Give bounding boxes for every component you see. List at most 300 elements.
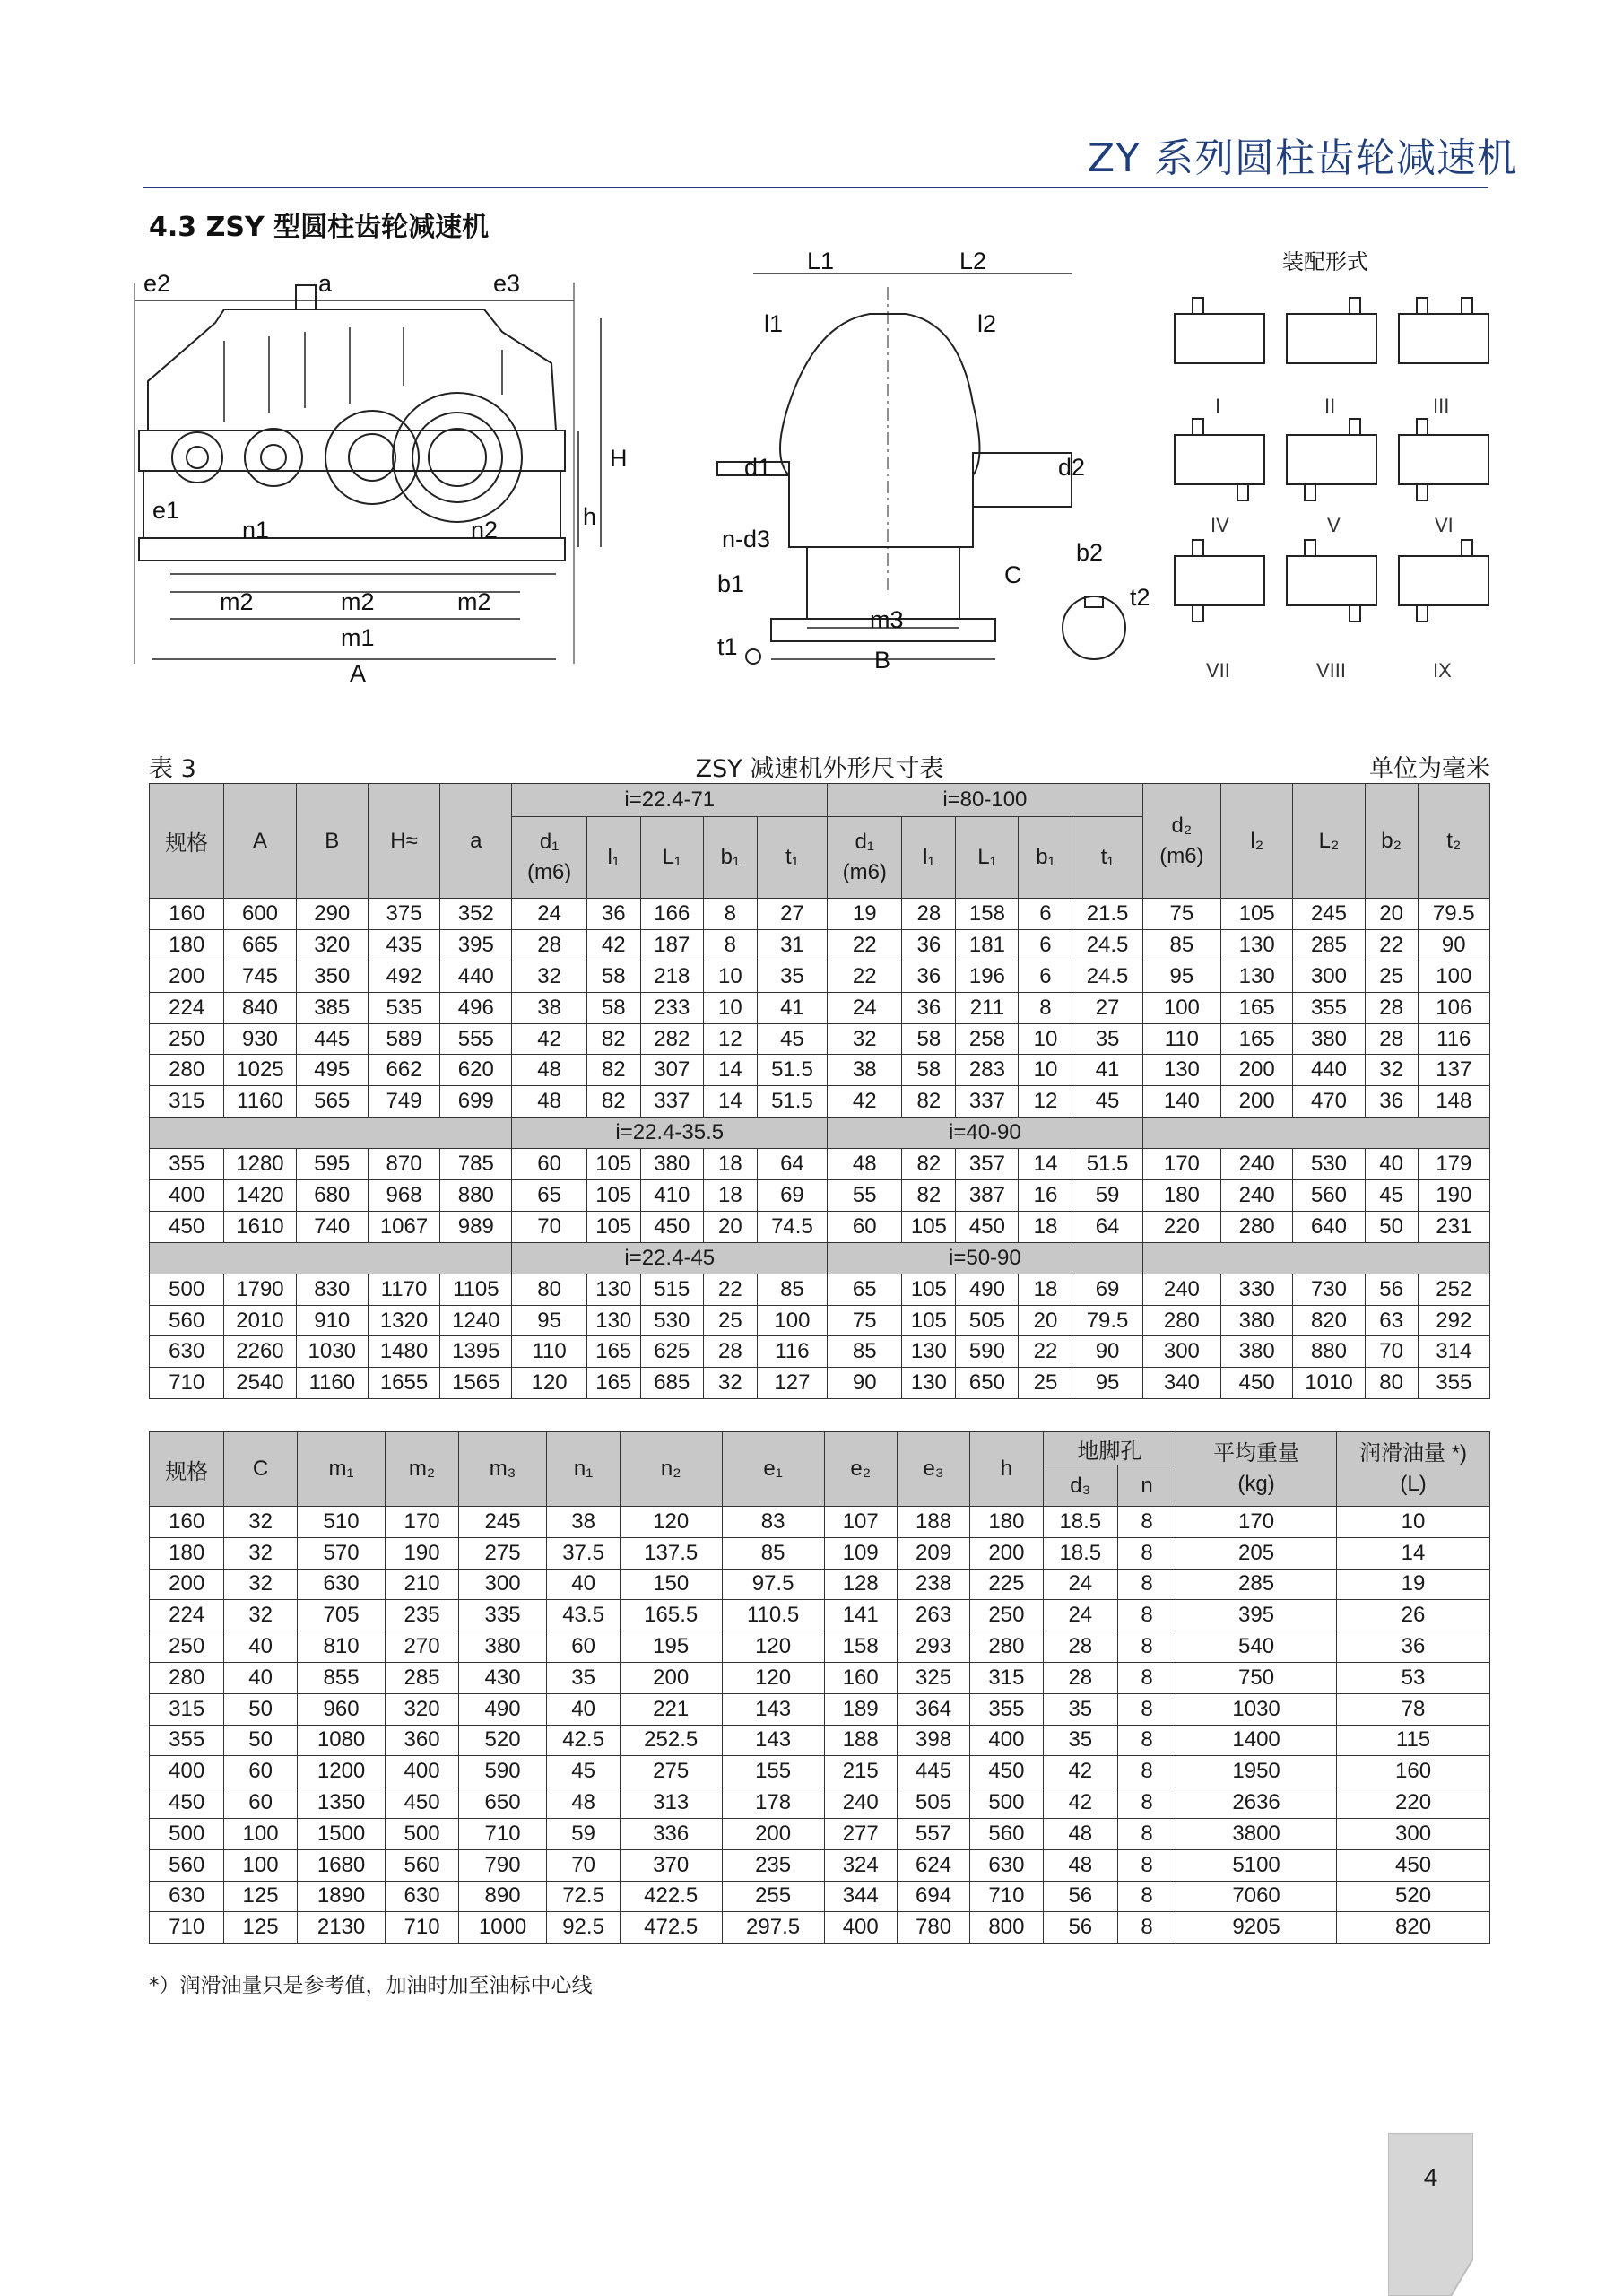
table-cell: 630 — [150, 1881, 224, 1912]
label-e3: e3 — [493, 270, 521, 297]
table-cell: 38 — [828, 1055, 902, 1086]
col2-n1: n₁ — [547, 1432, 620, 1507]
table-cell: 188 — [824, 1725, 897, 1756]
table-cell: 650 — [458, 1787, 547, 1819]
table-cell: 190 — [386, 1537, 458, 1569]
table-row — [150, 1118, 1490, 1149]
table-cell: 130 — [586, 1305, 640, 1336]
label-m2-a: m2 — [220, 588, 254, 615]
label-C: C — [1004, 561, 1022, 588]
table-cell: 422.5 — [620, 1881, 722, 1912]
table-cell: 450 — [956, 1211, 1019, 1242]
table-cell: 130 — [1221, 929, 1293, 961]
table-cell: 530 — [1293, 1149, 1365, 1180]
table-row — [150, 1600, 1490, 1631]
table-cell: 100 — [1418, 961, 1489, 992]
page-number: 4 — [1423, 2163, 1438, 2191]
table-cell: i=40-90 — [828, 1118, 1143, 1149]
label-e2: e2 — [143, 270, 171, 297]
table-row — [150, 1274, 1490, 1305]
table-cell: 64 — [1072, 1211, 1142, 1242]
table-cell: 35 — [1043, 1693, 1117, 1725]
table-cell: 24 — [512, 899, 586, 930]
table-cell: 570 — [297, 1537, 386, 1569]
roman-II: II — [1324, 395, 1336, 417]
table-cell: 314 — [1418, 1336, 1489, 1368]
col2-weight: 平均重量 (kg) — [1176, 1432, 1337, 1507]
table-cell: 510 — [297, 1507, 386, 1538]
label-a: a — [318, 270, 333, 297]
table-cell: 36 — [1365, 1086, 1418, 1118]
table-cell: 210 — [386, 1569, 458, 1600]
table-cell: 18 — [1019, 1274, 1072, 1305]
table-cell: 25 — [1365, 961, 1418, 992]
table-cell: 100 — [224, 1818, 297, 1849]
table-cell: 8 — [1118, 1881, 1176, 1912]
table-row — [150, 1881, 1490, 1912]
roman-III: III — [1433, 395, 1450, 417]
col2-m3: m₃ — [458, 1432, 547, 1507]
table-cell: 75 — [1142, 899, 1220, 930]
table-cell: 60 — [224, 1787, 297, 1819]
table-row — [150, 961, 1490, 992]
col-a: a — [440, 784, 512, 899]
table-cell: 3800 — [1176, 1818, 1337, 1849]
table-cell: 1170 — [368, 1274, 439, 1305]
table-cell: 450 — [640, 1211, 703, 1242]
table-cell: 500 — [150, 1274, 224, 1305]
table-cell: 41 — [1072, 1055, 1142, 1086]
table-cell: 340 — [1142, 1368, 1220, 1399]
col2-e1: e₁ — [722, 1432, 824, 1507]
table-cell: 56 — [1365, 1274, 1418, 1305]
table-cell: 200 — [150, 961, 224, 992]
table-cell: 45 — [1365, 1180, 1418, 1212]
table-cell: 749 — [368, 1086, 439, 1118]
document-header-title: ZY 系列圆柱齿轮减速机 — [1087, 135, 1517, 181]
table-cell: 70 — [512, 1211, 586, 1242]
table-cell: 1395 — [440, 1336, 512, 1368]
table-cell: 200 — [970, 1537, 1043, 1569]
table-cell: 18 — [1019, 1211, 1072, 1242]
table-cell: 82 — [902, 1149, 956, 1180]
table-row — [150, 992, 1490, 1023]
table-cell: 224 — [150, 992, 224, 1023]
col-l2: l₂ — [1221, 784, 1293, 899]
table-cell: 36 — [902, 961, 956, 992]
table-cell: 42 — [1043, 1787, 1117, 1819]
table-cell: 48 — [1043, 1818, 1117, 1849]
table-cell: 277 — [824, 1818, 897, 1849]
table-cell: 82 — [586, 1086, 640, 1118]
table-cell: 9205 — [1176, 1912, 1337, 1944]
label-b2: b2 — [1076, 539, 1104, 566]
table-cell: 440 — [440, 961, 512, 992]
table-cell: 250 — [150, 1631, 224, 1663]
table-cell: 195 — [620, 1631, 722, 1663]
table-cell: 355 — [150, 1149, 224, 1180]
table-cell: 45 — [1072, 1086, 1142, 1118]
table-cell: 40 — [1365, 1149, 1418, 1180]
table-cell: 100 — [1142, 992, 1220, 1023]
table-cell: 840 — [224, 992, 296, 1023]
table-cell: 24 — [1043, 1600, 1117, 1631]
table-cell: 28 — [1365, 1023, 1418, 1055]
table-row — [150, 1537, 1490, 1569]
table-cell: 181 — [956, 929, 1019, 961]
label-n1: n1 — [242, 517, 270, 544]
table-cell: 106 — [1418, 992, 1489, 1023]
table-cell: 200 — [620, 1662, 722, 1693]
table-cell: 6 — [1019, 899, 1072, 930]
table-cell: i=22.4-45 — [512, 1242, 828, 1274]
table-cell: 224 — [150, 1600, 224, 1631]
table-cell: 12 — [703, 1023, 757, 1055]
table-cell: 380 — [458, 1631, 547, 1663]
table-cell: 2540 — [224, 1368, 296, 1399]
table-row — [150, 1305, 1490, 1336]
table-cell: i=22.4-35.5 — [512, 1118, 828, 1149]
table-cell: 8 — [1118, 1631, 1176, 1663]
table-cell: 128 — [824, 1569, 897, 1600]
table-row — [150, 1756, 1490, 1787]
table-cell: 8 — [1118, 1725, 1176, 1756]
label-e1: e1 — [152, 497, 180, 524]
table-cell: 28 — [703, 1336, 757, 1368]
table-cell: 19 — [1337, 1569, 1490, 1600]
table-cell: 36 — [1337, 1631, 1490, 1663]
table-cell: 109 — [824, 1537, 897, 1569]
table-cell: 430 — [458, 1662, 547, 1693]
table-cell: 130 — [1142, 1055, 1220, 1086]
table-cell: 435 — [368, 929, 439, 961]
table-cell: 165 — [1221, 1023, 1293, 1055]
table-cell: 930 — [224, 1023, 296, 1055]
table-row — [150, 1569, 1490, 1600]
col-t1-b: t₁ — [1072, 817, 1142, 899]
table-cell: 14 — [1337, 1537, 1490, 1569]
table-cell: 694 — [897, 1881, 969, 1912]
table-cell: 355 — [1418, 1368, 1489, 1399]
table-cell: 8 — [703, 899, 757, 930]
table-cell: 60 — [547, 1631, 620, 1663]
table-cell: 35 — [1043, 1725, 1117, 1756]
table-cell: 120 — [512, 1368, 586, 1399]
table-cell: 32 — [224, 1569, 297, 1600]
table-cell: 38 — [512, 992, 586, 1023]
table-cell: 470 — [1293, 1086, 1365, 1118]
label-m3: m3 — [870, 606, 904, 633]
table-cell: 97.5 — [722, 1569, 824, 1600]
table-cell: 880 — [1293, 1336, 1365, 1368]
table-cell: 745 — [224, 961, 296, 992]
table-cell: 258 — [956, 1023, 1019, 1055]
table-cell: 32 — [224, 1600, 297, 1631]
table-cell: 32 — [703, 1368, 757, 1399]
table-cell: 8 — [703, 929, 757, 961]
table-cell: 130 — [902, 1336, 956, 1368]
table-cell: 105 — [902, 1274, 956, 1305]
table-cell: 565 — [296, 1086, 368, 1118]
table-cell: 380 — [1293, 1023, 1365, 1055]
label-L2: L2 — [959, 251, 987, 274]
table-cell: 32 — [512, 961, 586, 992]
table-cell: 116 — [1418, 1023, 1489, 1055]
table-cell — [1142, 1242, 1489, 1274]
label-n2: n2 — [471, 517, 499, 544]
table-cell: 105 — [902, 1305, 956, 1336]
table-cell: 160 — [150, 899, 224, 930]
table-cell: 400 — [824, 1912, 897, 1944]
table-cell: 70 — [1365, 1336, 1418, 1368]
table-cell: 293 — [897, 1631, 969, 1663]
table-cell: 5100 — [1176, 1849, 1337, 1881]
table-cell: 495 — [296, 1055, 368, 1086]
table-cell: 560 — [1293, 1180, 1365, 1212]
table-cell: 110 — [1142, 1023, 1220, 1055]
table-cell: 59 — [1072, 1180, 1142, 1212]
table-cell: 92.5 — [547, 1912, 620, 1944]
dimension-table-body — [150, 899, 1490, 1399]
table-cell: 160 — [1337, 1756, 1490, 1787]
table-cell: 560 — [386, 1849, 458, 1881]
col-l1-a: l₁ — [586, 817, 640, 899]
table-cell: 263 — [897, 1600, 969, 1631]
table-cell: 290 — [296, 899, 368, 930]
table-cell: 37.5 — [547, 1537, 620, 1569]
table-cell: 53 — [1337, 1662, 1490, 1693]
table-cell: 69 — [1072, 1274, 1142, 1305]
table-cell: 630 — [970, 1849, 1043, 1881]
table-row — [150, 1507, 1490, 1538]
label-L1: L1 — [807, 251, 835, 274]
table-cell: 165 — [1221, 992, 1293, 1023]
table-cell — [150, 1242, 512, 1274]
table-cell: 140 — [1142, 1086, 1220, 1118]
table3-unit: 单位为毫米 — [1369, 755, 1490, 783]
table-cell: 8 — [1118, 1693, 1176, 1725]
table-cell: 31 — [757, 929, 827, 961]
table-cell: 190 — [1418, 1180, 1489, 1212]
table-cell: 685 — [640, 1368, 703, 1399]
table-cell: 48 — [512, 1086, 586, 1118]
table-cell: 20 — [1365, 899, 1418, 930]
table-cell: 35 — [547, 1662, 620, 1693]
table-cell: 120 — [722, 1631, 824, 1663]
table-cell: 968 — [368, 1180, 439, 1212]
label-b1: b1 — [717, 570, 745, 597]
table-cell: 280 — [150, 1662, 224, 1693]
table-cell: 180 — [1142, 1180, 1220, 1212]
table-cell: 32 — [1365, 1055, 1418, 1086]
table-cell: 18 — [703, 1149, 757, 1180]
table-cell: 380 — [1221, 1336, 1293, 1368]
table-cell: 245 — [1293, 899, 1365, 930]
table-cell: 1200 — [297, 1756, 386, 1787]
table-cell: 1420 — [224, 1180, 296, 1212]
table-cell: 189 — [824, 1693, 897, 1725]
table-cell: 395 — [1176, 1600, 1337, 1631]
table-cell: 155 — [722, 1756, 824, 1787]
table-cell: 624 — [897, 1849, 969, 1881]
table-cell: 82 — [586, 1055, 640, 1086]
table-row — [150, 1662, 1490, 1693]
table-cell: 188 — [897, 1507, 969, 1538]
table-cell: 590 — [956, 1336, 1019, 1368]
table-cell: 560 — [970, 1818, 1043, 1849]
table-cell: 22 — [1019, 1336, 1072, 1368]
table-cell: 280 — [1221, 1211, 1293, 1242]
table-cell: 395 — [440, 929, 512, 961]
table-cell: 51.5 — [757, 1086, 827, 1118]
table-cell: 344 — [824, 1881, 897, 1912]
table-cell: 8 — [1118, 1600, 1176, 1631]
table-cell: 282 — [640, 1023, 703, 1055]
table-cell: 790 — [458, 1849, 547, 1881]
table-cell: 215 — [824, 1756, 897, 1787]
table-cell: 1025 — [224, 1055, 296, 1086]
table-cell: 1950 — [1176, 1756, 1337, 1787]
table-cell: 14 — [1019, 1149, 1072, 1180]
table-cell: 1000 — [458, 1912, 547, 1944]
table-cell: 1160 — [296, 1368, 368, 1399]
table-row — [150, 1631, 1490, 1663]
table-cell: 180 — [970, 1507, 1043, 1538]
table-cell: 385 — [296, 992, 368, 1023]
table-cell: 280 — [1142, 1305, 1220, 1336]
table-cell: 18.5 — [1043, 1507, 1117, 1538]
table-row — [150, 929, 1490, 961]
table-cell: 69 — [757, 1180, 827, 1212]
table-cell: 14 — [703, 1055, 757, 1086]
table-row — [150, 1336, 1490, 1368]
table-cell: 221 — [620, 1693, 722, 1725]
table-cell: 40 — [547, 1569, 620, 1600]
table-cell: 780 — [897, 1912, 969, 1944]
table-cell: 22 — [703, 1274, 757, 1305]
col2-m1: m₁ — [297, 1432, 386, 1507]
table-cell: 196 — [956, 961, 1019, 992]
table-cell: 337 — [640, 1086, 703, 1118]
label-m2-c: m2 — [457, 588, 491, 615]
table-row — [150, 1787, 1490, 1819]
table-cell: 275 — [620, 1756, 722, 1787]
table-row — [150, 899, 1490, 930]
table-cell: 8 — [1019, 992, 1072, 1023]
roman-I: I — [1215, 395, 1221, 417]
table-cell: 1790 — [224, 1274, 296, 1305]
table-cell: 60 — [224, 1756, 297, 1787]
table-cell: 160 — [824, 1662, 897, 1693]
table-row — [150, 1242, 1490, 1274]
table-cell: 540 — [1176, 1631, 1337, 1663]
table-cell: 64 — [757, 1149, 827, 1180]
table-cell: 40 — [224, 1662, 297, 1693]
table-cell: 275 — [458, 1537, 547, 1569]
table-cell: 48 — [547, 1787, 620, 1819]
table-cell: 280 — [970, 1631, 1043, 1663]
table-cell: 36 — [586, 899, 640, 930]
col-l1-b: l₁ — [902, 817, 956, 899]
table-cell: 315 — [970, 1662, 1043, 1693]
table-cell: 2636 — [1176, 1787, 1337, 1819]
table-cell: 557 — [897, 1818, 969, 1849]
table-cell: 231 — [1418, 1211, 1489, 1242]
table-cell: 85 — [722, 1537, 824, 1569]
table-cell: i=50-90 — [828, 1242, 1143, 1274]
table-cell: 1680 — [297, 1849, 386, 1881]
table-cell: 8 — [1118, 1912, 1176, 1944]
table-cell: 410 — [640, 1180, 703, 1212]
table-cell: 143 — [722, 1725, 824, 1756]
table-cell: 500 — [150, 1818, 224, 1849]
table-cell: 170 — [386, 1507, 458, 1538]
table-cell: 830 — [296, 1274, 368, 1305]
table-cell: 127 — [757, 1368, 827, 1399]
col-d2: d₂ (m6) — [1142, 784, 1220, 899]
table-cell: 890 — [458, 1881, 547, 1912]
table-cell: 56 — [1043, 1881, 1117, 1912]
table-cell: 209 — [897, 1537, 969, 1569]
table-cell: 590 — [458, 1756, 547, 1787]
table-cell: 315 — [150, 1086, 224, 1118]
table-cell: 250 — [150, 1023, 224, 1055]
table-cell: 252 — [1418, 1274, 1489, 1305]
table-cell: 200 — [722, 1818, 824, 1849]
table-cell: 105 — [902, 1211, 956, 1242]
table-cell: 10 — [1337, 1507, 1490, 1538]
table-cell: 130 — [1221, 961, 1293, 992]
table-cell: 38 — [547, 1507, 620, 1538]
col2-oil: 润滑油量 *) (L) — [1337, 1432, 1490, 1507]
table-cell: 100 — [224, 1849, 297, 1881]
table-row — [150, 1023, 1490, 1055]
table-cell: 250 — [970, 1600, 1043, 1631]
table-cell: 335 — [458, 1600, 547, 1631]
table-cell: 48 — [1043, 1849, 1117, 1881]
table-cell: 285 — [386, 1662, 458, 1693]
table-cell: 148 — [1418, 1086, 1489, 1118]
table-cell: 800 — [970, 1912, 1043, 1944]
table-cell: 18 — [703, 1180, 757, 1212]
table-cell: 472.5 — [620, 1912, 722, 1944]
table-cell: 85 — [1142, 929, 1220, 961]
table-cell: 307 — [640, 1055, 703, 1086]
table-cell: 80 — [512, 1274, 586, 1305]
table-cell: 110 — [512, 1336, 586, 1368]
table-cell: 500 — [970, 1787, 1043, 1819]
table-row — [150, 1180, 1490, 1212]
table-cell: 63 — [1365, 1305, 1418, 1336]
table-cell: 555 — [440, 1023, 512, 1055]
col2-e3: e₃ — [897, 1432, 969, 1507]
table-cell: 60 — [512, 1149, 586, 1180]
table-cell: 130 — [586, 1274, 640, 1305]
table-cell: 125 — [224, 1881, 297, 1912]
roman-VI: VI — [1435, 514, 1454, 536]
table-cell: 589 — [368, 1023, 439, 1055]
table-cell: 445 — [897, 1756, 969, 1787]
table-cell: 180 — [150, 1537, 224, 1569]
table-row — [150, 1086, 1490, 1118]
table-cell: 24.5 — [1072, 929, 1142, 961]
table-cell: 625 — [640, 1336, 703, 1368]
col2-C: C — [224, 1432, 297, 1507]
label-m1: m1 — [341, 624, 375, 651]
table-cell: 25 — [703, 1305, 757, 1336]
table-cell: 110.5 — [722, 1600, 824, 1631]
table-cell: 12 — [1019, 1086, 1072, 1118]
